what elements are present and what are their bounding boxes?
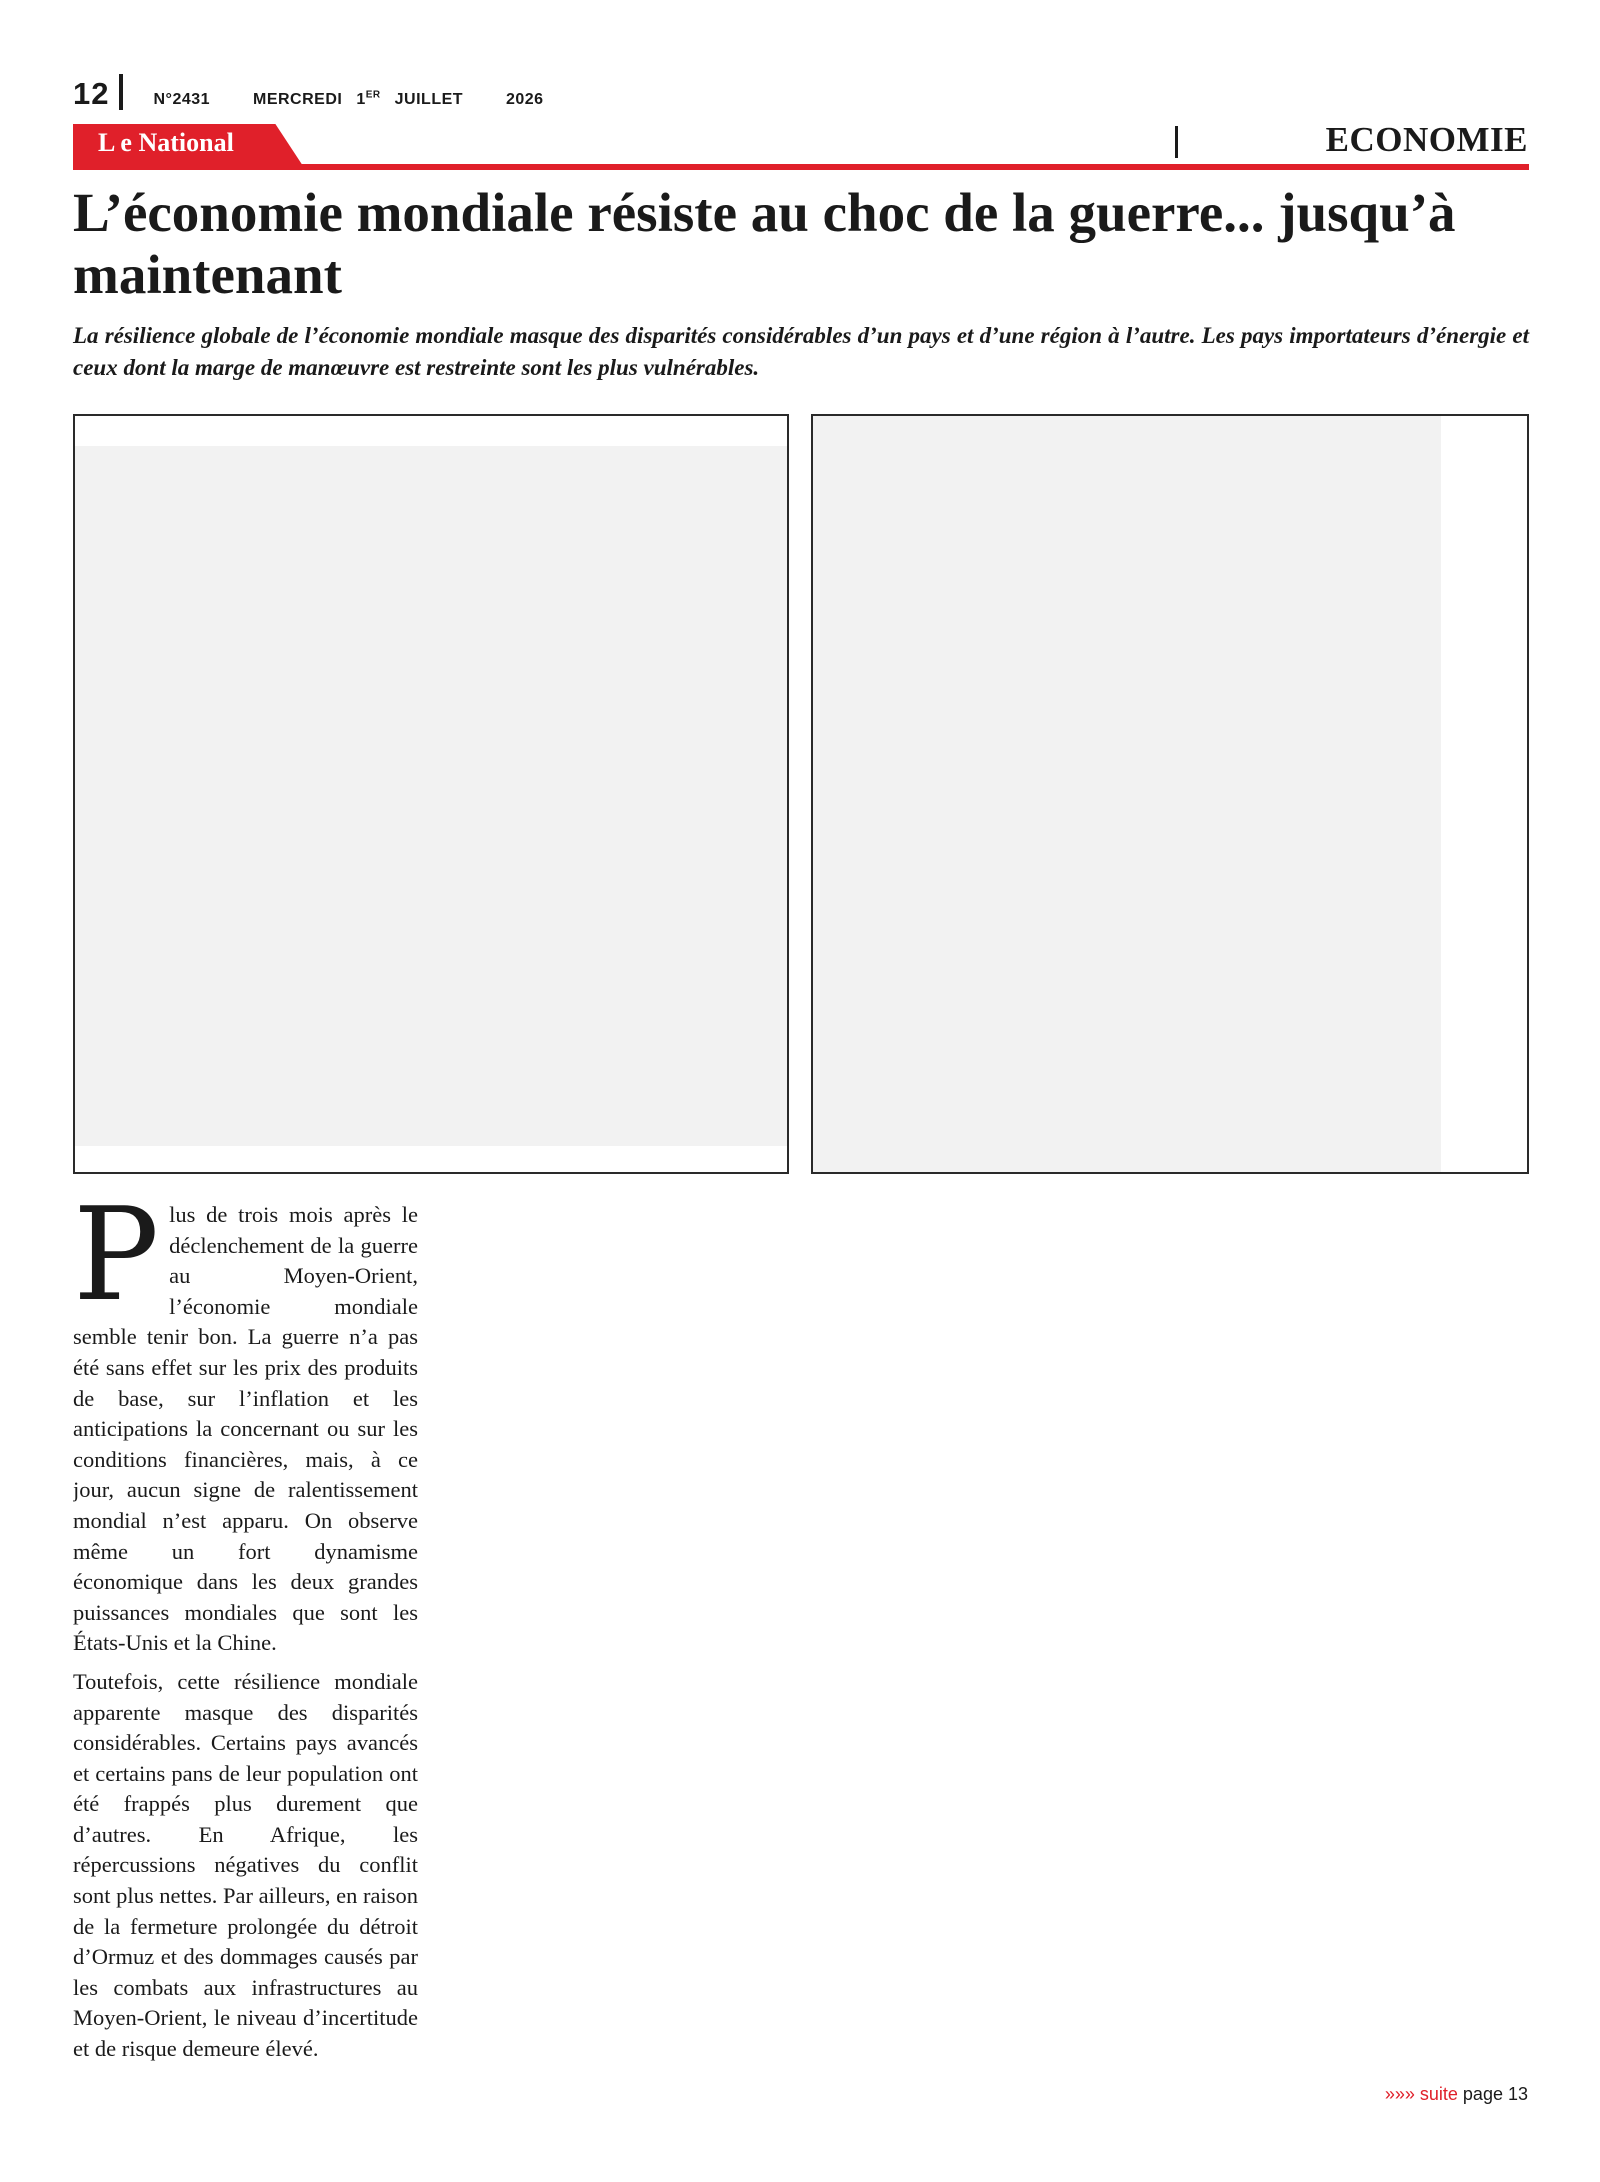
continued-arrows: »»» suite bbox=[1384, 2084, 1458, 2104]
section-name: ECONOMIE bbox=[1325, 120, 1528, 159]
figure-inflation bbox=[811, 414, 1529, 1174]
continued-page: page 13 bbox=[1457, 2084, 1528, 2104]
header-red-rule bbox=[73, 164, 1529, 170]
chart-inflation-change bbox=[813, 416, 1441, 1172]
date-day-suffix: ER bbox=[365, 89, 381, 101]
date-day: 1 bbox=[356, 91, 366, 108]
continued-on-page[interactable] bbox=[1385, 2084, 1528, 2105]
paragraph-text: Toutefois, cette résilience mondiale apparente masque des disparités considérables. Certains pays avancés et certains pans de leur population ont été frappés plus durement que d’autres. En Afrique, les répercussions négatives du conflit sont plus nettes. Par ailleurs, en raison de la fermeture prolongée du détroit d’Ormuz et des dommages causés par les combats aux infrastructures au Moyen-Orient, le niveau d’incertitude et de risque demeure élevé. bbox=[73, 1668, 418, 2062]
chart-panel-inflation bbox=[813, 416, 1441, 1172]
page-header bbox=[73, 68, 582, 112]
page-number: 12 bbox=[73, 76, 110, 111]
chart-gdp-revisions bbox=[75, 446, 787, 1146]
figure-gdp-revisions bbox=[73, 414, 789, 1174]
date bbox=[253, 91, 463, 108]
issue-meta bbox=[153, 90, 581, 109]
date-year: 2026 bbox=[505, 91, 544, 108]
section-divider bbox=[1175, 126, 1178, 158]
paragraph-text: lus de trois mois après le déclenchement de la guerre au Moyen-Orient, l’économie mondiale semble tenir bon. La guerre n’a pas été sans effet sur les prix des produits de base, sur l’inflation et les anticipations la concernant ou sur les conditions financières, mais, à ce jour, aucun signe de ralentissement mondial n’est apparu. On observe même un fort dynamisme économique dans les deux grandes puissances mondiales que sont les États-Unis et la Chine. bbox=[73, 1202, 418, 1656]
page-number-divider bbox=[119, 74, 123, 110]
paragraph bbox=[73, 1667, 418, 2065]
drop-cap: P bbox=[73, 1200, 160, 1330]
issue-number: N°2431 bbox=[153, 91, 211, 108]
article-column-2 bbox=[443, 1196, 788, 2076]
article-column-1 bbox=[73, 1200, 418, 2080]
date-weekday: MERCREDI bbox=[252, 91, 343, 108]
date-month: JUILLET bbox=[394, 91, 464, 108]
article-lede: La résilience globale de l’économie mondiale masque des disparités considérables d’un pays et d’une région à l’autre. Les pays importateurs d’énergie et ceux dont la marge de manœuvre est restreinte sont les plus vulnérables. bbox=[73, 323, 1529, 380]
chart-panel-gdp bbox=[75, 446, 787, 1146]
paragraph bbox=[73, 1200, 418, 1659]
article-title: L’économie mondiale résiste au choc de la guerre... jusqu’à maintenant bbox=[73, 182, 1456, 305]
brand-name: L e National bbox=[98, 128, 234, 157]
